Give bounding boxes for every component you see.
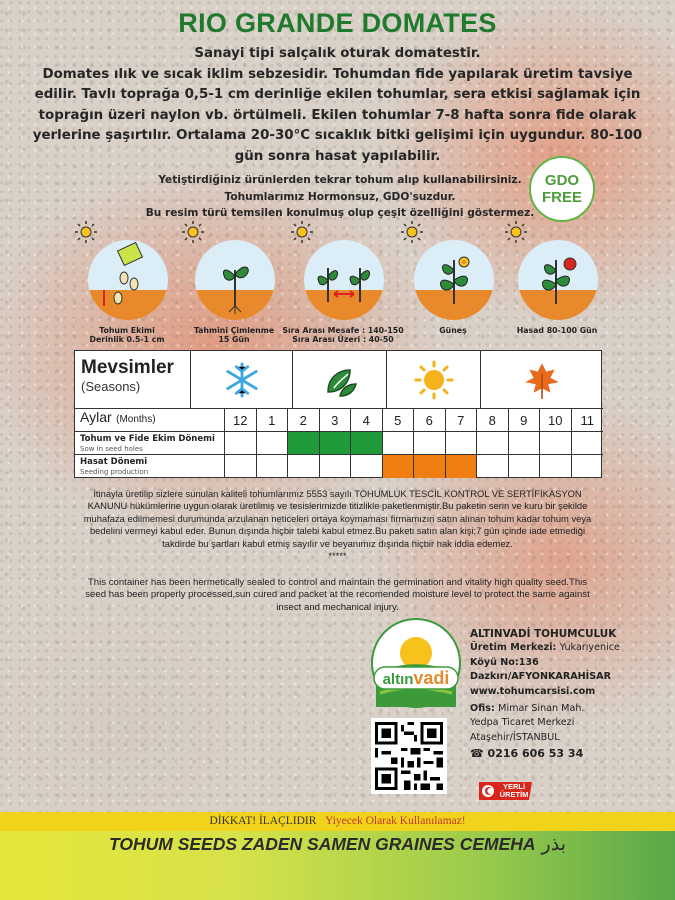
production-center-value: Yukarıyenice xyxy=(559,642,620,654)
phone-number[interactable] xyxy=(470,747,670,761)
planting-calendar xyxy=(74,350,602,478)
seed-sowing-icon xyxy=(88,240,168,320)
month-10: 10 xyxy=(540,409,572,432)
logo-text-part1: altın xyxy=(382,671,414,688)
calendar-cell-active xyxy=(320,432,352,455)
note-line: Tohumlarımız Hormonsuz, GDO'suzdur. xyxy=(224,190,456,203)
calendar-cell xyxy=(477,455,509,478)
sun-icon xyxy=(414,360,454,400)
sprout-icon xyxy=(195,240,275,320)
season-winter xyxy=(191,351,293,409)
step-label: Sıra Arası Mesafe : 140-150 xyxy=(282,326,404,335)
description-line: Sanayi tipi salçalık oturak domatestir. xyxy=(194,46,481,61)
months-label-en: (Months) xyxy=(116,414,156,425)
calendar-cell-active xyxy=(383,455,415,478)
website-link[interactable]: www.tohumcarsisi.com xyxy=(470,685,596,697)
production-center xyxy=(470,641,670,655)
yerli-line: ÜRETİM xyxy=(499,790,529,799)
office-line: Ataşehir/İSTANBUL xyxy=(470,731,560,743)
fruiting-plant-icon xyxy=(518,240,598,320)
logo-text-part2: vadi xyxy=(413,668,450,688)
calendar-cell xyxy=(288,455,320,478)
calendar-cell xyxy=(572,455,604,478)
seasons-header xyxy=(75,351,191,409)
calendar-cell xyxy=(257,455,289,478)
harvest-row-label xyxy=(75,455,225,478)
calendar-cell-active xyxy=(446,455,478,478)
office-value: Mimar Sinan Mah. xyxy=(498,703,585,715)
snowflake-icon xyxy=(223,361,261,399)
spacing-icon xyxy=(304,240,384,320)
warning-subtext: Yiyecek Olarak Kullanılamaz! xyxy=(325,815,466,827)
phone-icon: ☎ xyxy=(470,747,484,761)
legal-text-english: This container has been hermetically sealed to control and maintain the germination and vitality high quality seed.This seed has been properly processed,sun cured and packet at the recomended moisture level to protect the same against insect and mechanical injury. xyxy=(85,577,590,613)
address-line: Köyü No:136 xyxy=(470,656,539,668)
warning-banner xyxy=(0,812,675,831)
leaves-icon xyxy=(320,360,360,400)
phone-text: 0216 606 53 34 xyxy=(487,747,584,761)
yerli-uretim-badge xyxy=(477,778,534,804)
month-7: 7 xyxy=(446,409,478,432)
season-autumn xyxy=(481,351,603,409)
month-2: 2 xyxy=(288,409,320,432)
seed-languages xyxy=(0,832,675,857)
address-line: Dazkırı/AFYONKARAHİSAR xyxy=(470,671,611,683)
season-spring xyxy=(293,351,387,409)
step-sublabel: Sıra Arası Üzeri : 40-50 xyxy=(292,335,394,344)
seasons-subtitle: (Seasons) xyxy=(81,379,141,394)
calendar-cell xyxy=(351,455,383,478)
description-line: edilir. Tavlı toprağa 0,5-1 cm derinliğe ekilen tohumlar, sera etkisi sağlamak için xyxy=(34,87,641,102)
separator-stars: ***** xyxy=(328,550,347,562)
calendar-cell-active xyxy=(414,455,446,478)
office-line: Yedpa Ticaret Merkezi xyxy=(470,717,575,729)
seed-notes xyxy=(110,172,570,222)
calendar-cell xyxy=(225,455,257,478)
qr-code[interactable] xyxy=(371,718,447,794)
step-label: Tahmini Çimlenme xyxy=(193,326,275,335)
month-1: 1 xyxy=(257,409,289,432)
calendar-cell xyxy=(383,432,415,455)
flowering-plant-icon xyxy=(414,240,494,320)
calendar-cell xyxy=(225,432,257,455)
month-8: 8 xyxy=(477,409,509,432)
row-label-text: Tohum ve Fide Ekim Dönemi xyxy=(80,434,215,444)
months-header xyxy=(75,409,225,432)
autumn-leaf-icon xyxy=(521,359,563,401)
step-label: Tohum Ekimi xyxy=(99,326,155,335)
step-label: Güneş xyxy=(439,326,467,335)
description-line: toprağın üzeri naylon vb. örtülmeli. Ekilen tohumlar 7-8 hafta sonra fide olarak xyxy=(38,107,637,123)
month-11: 11 xyxy=(572,409,604,432)
seed-arabic-text: بذر xyxy=(541,834,566,855)
step-sublabel: Derinlik 0.5-1 cm xyxy=(89,335,165,344)
warning-text: DİKKAT! İLAÇLIDIR xyxy=(209,815,317,827)
gdo-badge-line: FREE xyxy=(541,189,582,206)
month-3: 3 xyxy=(320,409,352,432)
legal-text-turkish xyxy=(80,488,595,562)
description-line: yerlerine şaşırtılır. Ortalama 20-30°C sıcaklık bitki gelişimi için uygundur. 80-100 xyxy=(32,128,643,143)
month-9: 9 xyxy=(509,409,541,432)
month-12: 12 xyxy=(225,409,257,432)
seasons-title: Mevsimler xyxy=(81,357,174,378)
months-label: Aylar xyxy=(80,409,112,425)
season-summer xyxy=(387,351,481,409)
description-line: gün sonra hasat yapılabilir. xyxy=(234,148,441,164)
office-label: Ofis: xyxy=(470,703,495,715)
gdo-free-badge xyxy=(529,156,595,222)
calendar-cell xyxy=(446,432,478,455)
step-sublabel: 15 Gün xyxy=(218,335,250,344)
calendar-cell xyxy=(257,432,289,455)
product-description xyxy=(12,44,663,167)
row-sublabel-text: Sow in seed holes xyxy=(80,445,143,453)
row-sublabel-text: Seeding production xyxy=(80,468,149,476)
calendar-cell xyxy=(540,455,572,478)
calendar-cell xyxy=(320,455,352,478)
month-6: 6 xyxy=(414,409,446,432)
office-info xyxy=(470,702,670,716)
month-4: 4 xyxy=(351,409,383,432)
note-line: Yetiştirdiğiniz ürünlerden tekrar tohum alıp kullanabilirsiniz. xyxy=(158,174,522,186)
altinvadi-logo xyxy=(370,617,462,712)
description-line: Domates ılık ve sıcak iklim sebzesidir. Tohumdan fide yapılarak üretim tavsiye xyxy=(42,66,633,82)
note-line: Bu resim türü temsilen konulmuş olup çeşit özelliğini göstermez. xyxy=(145,207,535,219)
production-center-label: Üretim Merkezi: xyxy=(470,642,557,654)
calendar-cell-active xyxy=(288,432,320,455)
calendar-cell xyxy=(414,432,446,455)
row-label-text: Hasat Dönemi xyxy=(80,457,148,467)
calendar-cell xyxy=(540,432,572,455)
step-label: Hasad 80-100 Gün xyxy=(516,326,598,335)
month-5: 5 xyxy=(383,409,415,432)
sowing-row-label xyxy=(75,432,225,455)
seed-languages-text: TOHUM SEEDS ZADEN SAMEN GRAINES CEMEHA xyxy=(109,834,536,854)
yerli-line: YERLİ xyxy=(502,782,526,791)
calendar-cell xyxy=(477,432,509,455)
gdo-badge-line: GDO xyxy=(544,172,580,189)
company-info xyxy=(470,627,670,762)
calendar-cell-active xyxy=(351,432,383,455)
company-name: ALTINVADİ TOHUMCULUK xyxy=(470,628,617,640)
calendar-cell xyxy=(509,432,541,455)
legal-tr-paragraph: İtinayla üretilip sizlere sunulan kaliteli tohumlarımız 5553 sayılı TOHUMLUK TESCİL KONTROL VE SERTİFİKASYON KANUNU hükümlerine uygun olarak üretilmiş ve tesislerimizde titizlikle paketlenmiştir.Bu paketin serin ve kuru bir şekilde muhafaza edilmemesi durumunda arzulanan neticeleri ortaya koymaması firmamızın satın alınan tohum kadar tohum veya bedelini vermeyi kabul eder. Bunun dışında hiçbir talebi kabul etmez.Bu paketi satın alan kişi;7 gün içinde iade etmediği takdirde bu şartları kabul etmiş sayılır ve beyanımız dışında hiçbir hak iddia edemez. xyxy=(83,488,592,549)
calendar-cell xyxy=(572,432,604,455)
calendar-cell xyxy=(509,455,541,478)
product-title: RIO GRANDE DOMATES xyxy=(178,8,497,38)
